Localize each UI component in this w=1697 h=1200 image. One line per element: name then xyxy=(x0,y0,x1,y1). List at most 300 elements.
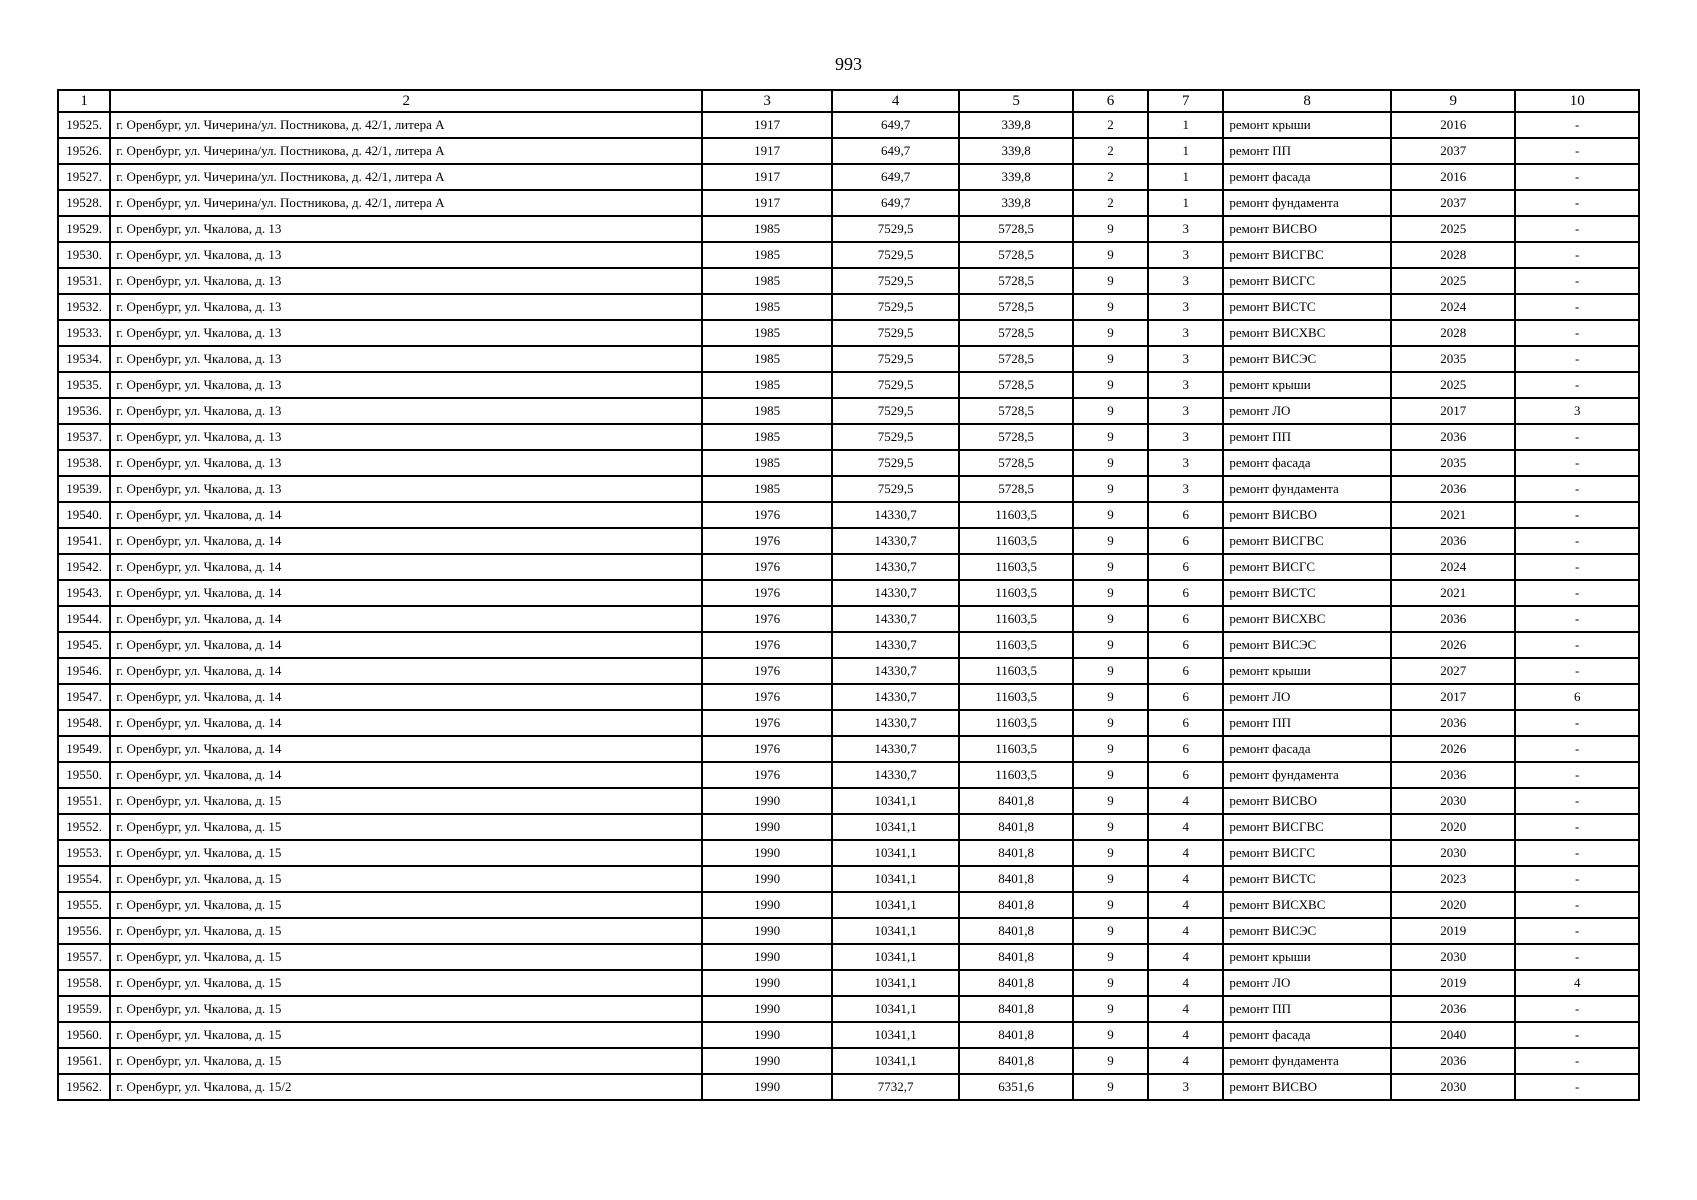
living-area-cell: 11603,5 xyxy=(959,580,1072,606)
total-area-cell: 14330,7 xyxy=(832,554,959,580)
year-cell: 1976 xyxy=(702,528,831,554)
total-area-cell: 10341,1 xyxy=(832,866,959,892)
value-cell: - xyxy=(1515,814,1639,840)
floors-cell: 9 xyxy=(1073,580,1148,606)
address-cell: г. Оренбург, ул. Чкалова, д. 14 xyxy=(110,632,702,658)
total-area-cell: 14330,7 xyxy=(832,580,959,606)
row-number-cell: 19542. xyxy=(58,554,110,580)
page-number: 993 xyxy=(835,54,862,74)
year-cell: 1985 xyxy=(702,346,831,372)
address-cell: г. Оренбург, ул. Чкалова, д. 13 xyxy=(110,346,702,372)
value-cell: - xyxy=(1515,658,1639,684)
entrances-cell: 3 xyxy=(1148,294,1223,320)
address-cell: г. Оренбург, ул. Чкалова, д. 14 xyxy=(110,528,702,554)
total-area-cell: 10341,1 xyxy=(832,944,959,970)
entrances-cell: 3 xyxy=(1148,242,1223,268)
entrances-cell: 3 xyxy=(1148,424,1223,450)
work-type-cell: ремонт ВИСГС xyxy=(1223,268,1391,294)
plan-year-cell: 2024 xyxy=(1391,294,1515,320)
entrances-cell: 1 xyxy=(1148,138,1223,164)
row-number-cell: 19549. xyxy=(58,736,110,762)
total-area-cell: 7529,5 xyxy=(832,372,959,398)
entrances-cell: 4 xyxy=(1148,840,1223,866)
living-area-cell: 11603,5 xyxy=(959,502,1072,528)
value-cell: - xyxy=(1515,580,1639,606)
total-area-cell: 7529,5 xyxy=(832,216,959,242)
total-area-cell: 14330,7 xyxy=(832,762,959,788)
work-type-cell: ремонт ЛО xyxy=(1223,398,1391,424)
work-type-cell: ремонт фундамента xyxy=(1223,1048,1391,1074)
entrances-cell: 3 xyxy=(1148,398,1223,424)
work-type-cell: ремонт ПП xyxy=(1223,710,1391,736)
value-cell: - xyxy=(1515,216,1639,242)
living-area-cell: 8401,8 xyxy=(959,788,1072,814)
row-number-cell: 19561. xyxy=(58,1048,110,1074)
work-type-cell: ремонт ВИСГВС xyxy=(1223,528,1391,554)
living-area-cell: 339,8 xyxy=(959,190,1072,216)
row-number-cell: 19539. xyxy=(58,476,110,502)
total-area-cell: 14330,7 xyxy=(832,606,959,632)
entrances-cell: 3 xyxy=(1148,372,1223,398)
total-area-cell: 10341,1 xyxy=(832,788,959,814)
year-cell: 1985 xyxy=(702,320,831,346)
work-type-cell: ремонт ПП xyxy=(1223,424,1391,450)
value-cell: - xyxy=(1515,788,1639,814)
table-row xyxy=(58,918,1639,944)
total-area-cell: 7529,5 xyxy=(832,294,959,320)
floors-cell: 9 xyxy=(1073,1022,1148,1048)
year-cell: 1976 xyxy=(702,762,831,788)
floors-cell: 9 xyxy=(1073,840,1148,866)
floors-cell: 2 xyxy=(1073,112,1148,138)
year-cell: 1985 xyxy=(702,216,831,242)
year-cell: 1976 xyxy=(702,606,831,632)
table-row xyxy=(58,1022,1639,1048)
year-cell: 1990 xyxy=(702,996,831,1022)
value-cell: - xyxy=(1515,736,1639,762)
work-type-cell: ремонт ВИСЭС xyxy=(1223,632,1391,658)
work-type-cell: ремонт ЛО xyxy=(1223,970,1391,996)
table-row xyxy=(58,970,1639,996)
year-cell: 1990 xyxy=(702,944,831,970)
address-cell: г. Оренбург, ул. Чкалова, д. 15 xyxy=(110,1048,702,1074)
floors-cell: 9 xyxy=(1073,450,1148,476)
floors-cell: 9 xyxy=(1073,528,1148,554)
address-cell: г. Оренбург, ул. Чкалова, д. 14 xyxy=(110,502,702,528)
living-area-cell: 6351,6 xyxy=(959,1074,1072,1100)
floors-cell: 9 xyxy=(1073,658,1148,684)
entrances-cell: 1 xyxy=(1148,112,1223,138)
living-area-cell: 11603,5 xyxy=(959,632,1072,658)
work-type-cell: ремонт фундамента xyxy=(1223,190,1391,216)
floors-cell: 2 xyxy=(1073,138,1148,164)
year-cell: 1976 xyxy=(702,736,831,762)
year-cell: 1985 xyxy=(702,424,831,450)
entrances-cell: 6 xyxy=(1148,606,1223,632)
value-cell: - xyxy=(1515,996,1639,1022)
total-area-cell: 10341,1 xyxy=(832,814,959,840)
value-cell: - xyxy=(1515,164,1639,190)
entrances-cell: 4 xyxy=(1148,970,1223,996)
work-type-cell: ремонт ВИСЭС xyxy=(1223,918,1391,944)
total-area-cell: 7732,7 xyxy=(832,1074,959,1100)
value-cell: - xyxy=(1515,944,1639,970)
address-cell: г. Оренбург, ул. Чкалова, д. 15/2 xyxy=(110,1074,702,1100)
plan-year-cell: 2028 xyxy=(1391,320,1515,346)
floors-cell: 9 xyxy=(1073,710,1148,736)
table-row xyxy=(58,944,1639,970)
row-number-cell: 19559. xyxy=(58,996,110,1022)
work-type-cell: ремонт крыши xyxy=(1223,658,1391,684)
total-area-cell: 14330,7 xyxy=(832,684,959,710)
row-number-cell: 19540. xyxy=(58,502,110,528)
row-number-cell: 19557. xyxy=(58,944,110,970)
plan-year-cell: 2019 xyxy=(1391,970,1515,996)
table-row xyxy=(58,268,1639,294)
value-cell: - xyxy=(1515,242,1639,268)
living-area-cell: 11603,5 xyxy=(959,658,1072,684)
value-cell: - xyxy=(1515,1074,1639,1100)
plan-year-cell: 2026 xyxy=(1391,632,1515,658)
table-row xyxy=(58,476,1639,502)
column-header: 2 xyxy=(110,90,702,112)
plan-year-cell: 2037 xyxy=(1391,190,1515,216)
column-header: 3 xyxy=(702,90,831,112)
year-cell: 1990 xyxy=(702,788,831,814)
row-number-cell: 19534. xyxy=(58,346,110,372)
column-header: 4 xyxy=(832,90,959,112)
address-cell: г. Оренбург, ул. Чичерина/ул. Постникова, д. 42/1, литера А xyxy=(110,164,702,190)
address-cell: г. Оренбург, ул. Чкалова, д. 13 xyxy=(110,398,702,424)
table-row xyxy=(58,1048,1639,1074)
floors-cell: 9 xyxy=(1073,866,1148,892)
value-cell: - xyxy=(1515,112,1639,138)
row-number-cell: 19536. xyxy=(58,398,110,424)
floors-cell: 9 xyxy=(1073,1048,1148,1074)
total-area-cell: 10341,1 xyxy=(832,840,959,866)
address-cell: г. Оренбург, ул. Чкалова, д. 14 xyxy=(110,710,702,736)
floors-cell: 9 xyxy=(1073,606,1148,632)
column-header: 7 xyxy=(1148,90,1223,112)
entrances-cell: 6 xyxy=(1148,684,1223,710)
floors-cell: 9 xyxy=(1073,970,1148,996)
row-number-cell: 19543. xyxy=(58,580,110,606)
floors-cell: 9 xyxy=(1073,944,1148,970)
row-number-cell: 19544. xyxy=(58,606,110,632)
entrances-cell: 6 xyxy=(1148,554,1223,580)
column-header: 6 xyxy=(1073,90,1148,112)
total-area-cell: 14330,7 xyxy=(832,736,959,762)
table-row xyxy=(58,502,1639,528)
work-type-cell: ремонт ВИСТС xyxy=(1223,580,1391,606)
living-area-cell: 11603,5 xyxy=(959,606,1072,632)
row-number-cell: 19538. xyxy=(58,450,110,476)
living-area-cell: 5728,5 xyxy=(959,450,1072,476)
table-row xyxy=(58,450,1639,476)
row-number-cell: 19527. xyxy=(58,164,110,190)
total-area-cell: 14330,7 xyxy=(832,658,959,684)
plan-year-cell: 2026 xyxy=(1391,736,1515,762)
floors-cell: 9 xyxy=(1073,1074,1148,1100)
address-cell: г. Оренбург, ул. Чкалова, д. 14 xyxy=(110,658,702,684)
plan-year-cell: 2036 xyxy=(1391,1048,1515,1074)
value-cell: - xyxy=(1515,138,1639,164)
address-cell: г. Оренбург, ул. Чкалова, д. 15 xyxy=(110,892,702,918)
entrances-cell: 3 xyxy=(1148,320,1223,346)
table-row xyxy=(58,840,1639,866)
table-row xyxy=(58,528,1639,554)
plan-year-cell: 2035 xyxy=(1391,450,1515,476)
plan-year-cell: 2017 xyxy=(1391,398,1515,424)
plan-year-cell: 2027 xyxy=(1391,658,1515,684)
entrances-cell: 6 xyxy=(1148,580,1223,606)
living-area-cell: 5728,5 xyxy=(959,294,1072,320)
entrances-cell: 4 xyxy=(1148,944,1223,970)
living-area-cell: 5728,5 xyxy=(959,242,1072,268)
work-type-cell: ремонт ВИСГС xyxy=(1223,840,1391,866)
row-number-cell: 19531. xyxy=(58,268,110,294)
value-cell: - xyxy=(1515,606,1639,632)
table-row xyxy=(58,216,1639,242)
value-cell: - xyxy=(1515,294,1639,320)
value-cell: - xyxy=(1515,840,1639,866)
year-cell: 1976 xyxy=(702,658,831,684)
address-cell: г. Оренбург, ул. Чичерина/ул. Постникова, д. 42/1, литера А xyxy=(110,112,702,138)
address-cell: г. Оренбург, ул. Чкалова, д. 15 xyxy=(110,918,702,944)
total-area-cell: 649,7 xyxy=(832,138,959,164)
value-cell: - xyxy=(1515,1022,1639,1048)
floors-cell: 2 xyxy=(1073,190,1148,216)
year-cell: 1976 xyxy=(702,632,831,658)
year-cell: 1990 xyxy=(702,1074,831,1100)
work-type-cell: ремонт ВИСГС xyxy=(1223,554,1391,580)
floors-cell: 9 xyxy=(1073,242,1148,268)
address-cell: г. Оренбург, ул. Чкалова, д. 14 xyxy=(110,606,702,632)
plan-year-cell: 2023 xyxy=(1391,866,1515,892)
table-row xyxy=(58,372,1639,398)
row-number-cell: 19558. xyxy=(58,970,110,996)
table-row xyxy=(58,736,1639,762)
living-area-cell: 8401,8 xyxy=(959,814,1072,840)
address-cell: г. Оренбург, ул. Чкалова, д. 13 xyxy=(110,268,702,294)
plan-year-cell: 2021 xyxy=(1391,580,1515,606)
total-area-cell: 14330,7 xyxy=(832,632,959,658)
entrances-cell: 3 xyxy=(1148,1074,1223,1100)
table-row xyxy=(58,190,1639,216)
total-area-cell: 10341,1 xyxy=(832,892,959,918)
entrances-cell: 4 xyxy=(1148,996,1223,1022)
living-area-cell: 8401,8 xyxy=(959,866,1072,892)
work-type-cell: ремонт ВИСГВС xyxy=(1223,242,1391,268)
year-cell: 1976 xyxy=(702,554,831,580)
table-body xyxy=(58,112,1639,1100)
floors-cell: 9 xyxy=(1073,320,1148,346)
address-cell: г. Оренбург, ул. Чичерина/ул. Постникова, д. 42/1, литера А xyxy=(110,190,702,216)
floors-cell: 9 xyxy=(1073,554,1148,580)
work-type-cell: ремонт ПП xyxy=(1223,996,1391,1022)
value-cell: 3 xyxy=(1515,398,1639,424)
total-area-cell: 10341,1 xyxy=(832,996,959,1022)
floors-cell: 9 xyxy=(1073,892,1148,918)
year-cell: 1990 xyxy=(702,970,831,996)
row-number-cell: 19526. xyxy=(58,138,110,164)
total-area-cell: 10341,1 xyxy=(832,1048,959,1074)
total-area-cell: 649,7 xyxy=(832,112,959,138)
row-number-cell: 19556. xyxy=(58,918,110,944)
address-cell: г. Оренбург, ул. Чкалова, д. 14 xyxy=(110,684,702,710)
row-number-cell: 19547. xyxy=(58,684,110,710)
total-area-cell: 7529,5 xyxy=(832,346,959,372)
floors-cell: 9 xyxy=(1073,762,1148,788)
work-type-cell: ремонт ВИСВО xyxy=(1223,216,1391,242)
living-area-cell: 339,8 xyxy=(959,112,1072,138)
address-cell: г. Оренбург, ул. Чкалова, д. 15 xyxy=(110,1022,702,1048)
table-row xyxy=(58,1074,1639,1100)
table-row xyxy=(58,164,1639,190)
table-row xyxy=(58,684,1639,710)
year-cell: 1990 xyxy=(702,892,831,918)
floors-cell: 9 xyxy=(1073,502,1148,528)
work-type-cell: ремонт ВИСТС xyxy=(1223,866,1391,892)
value-cell: - xyxy=(1515,528,1639,554)
row-number-cell: 19551. xyxy=(58,788,110,814)
floors-cell: 9 xyxy=(1073,814,1148,840)
work-type-cell: ремонт ВИСЭС xyxy=(1223,346,1391,372)
address-cell: г. Оренбург, ул. Чкалова, д. 15 xyxy=(110,944,702,970)
total-area-cell: 10341,1 xyxy=(832,970,959,996)
address-cell: г. Оренбург, ул. Чичерина/ул. Постникова, д. 42/1, литера А xyxy=(110,138,702,164)
plan-year-cell: 2021 xyxy=(1391,502,1515,528)
living-area-cell: 5728,5 xyxy=(959,424,1072,450)
work-type-cell: ремонт ВИСВО xyxy=(1223,1074,1391,1100)
address-cell: г. Оренбург, ул. Чкалова, д. 14 xyxy=(110,762,702,788)
living-area-cell: 11603,5 xyxy=(959,554,1072,580)
entrances-cell: 4 xyxy=(1148,918,1223,944)
value-cell: - xyxy=(1515,346,1639,372)
address-cell: г. Оренбург, ул. Чкалова, д. 15 xyxy=(110,788,702,814)
plan-year-cell: 2016 xyxy=(1391,164,1515,190)
address-cell: г. Оренбург, ул. Чкалова, д. 15 xyxy=(110,970,702,996)
year-cell: 1976 xyxy=(702,502,831,528)
year-cell: 1985 xyxy=(702,398,831,424)
table-row xyxy=(58,892,1639,918)
living-area-cell: 5728,5 xyxy=(959,320,1072,346)
floors-cell: 9 xyxy=(1073,398,1148,424)
year-cell: 1990 xyxy=(702,840,831,866)
address-cell: г. Оренбург, ул. Чкалова, д. 13 xyxy=(110,424,702,450)
plan-year-cell: 2019 xyxy=(1391,918,1515,944)
entrances-cell: 6 xyxy=(1148,502,1223,528)
value-cell: - xyxy=(1515,320,1639,346)
work-type-cell: ремонт крыши xyxy=(1223,944,1391,970)
living-area-cell: 5728,5 xyxy=(959,216,1072,242)
work-type-cell: ремонт ПП xyxy=(1223,138,1391,164)
value-cell: - xyxy=(1515,710,1639,736)
row-number-cell: 19535. xyxy=(58,372,110,398)
value-cell: - xyxy=(1515,554,1639,580)
floors-cell: 9 xyxy=(1073,476,1148,502)
row-number-cell: 19525. xyxy=(58,112,110,138)
year-cell: 1985 xyxy=(702,450,831,476)
table-row xyxy=(58,294,1639,320)
work-type-cell: ремонт фасада xyxy=(1223,164,1391,190)
plan-year-cell: 2036 xyxy=(1391,762,1515,788)
floors-cell: 9 xyxy=(1073,294,1148,320)
value-cell: - xyxy=(1515,372,1639,398)
floors-cell: 9 xyxy=(1073,996,1148,1022)
living-area-cell: 8401,8 xyxy=(959,1022,1072,1048)
row-number-cell: 19529. xyxy=(58,216,110,242)
work-type-cell: ремонт ВИСХВС xyxy=(1223,892,1391,918)
work-type-cell: ремонт ВИСВО xyxy=(1223,788,1391,814)
value-cell: - xyxy=(1515,476,1639,502)
table-row xyxy=(58,814,1639,840)
table-row xyxy=(58,138,1639,164)
row-number-cell: 19532. xyxy=(58,294,110,320)
plan-year-cell: 2028 xyxy=(1391,242,1515,268)
floors-cell: 9 xyxy=(1073,372,1148,398)
living-area-cell: 8401,8 xyxy=(959,944,1072,970)
row-number-cell: 19550. xyxy=(58,762,110,788)
plan-year-cell: 2035 xyxy=(1391,346,1515,372)
address-cell: г. Оренбург, ул. Чкалова, д. 15 xyxy=(110,814,702,840)
entrances-cell: 4 xyxy=(1148,1048,1223,1074)
floors-cell: 9 xyxy=(1073,736,1148,762)
address-cell: г. Оренбург, ул. Чкалова, д. 15 xyxy=(110,840,702,866)
work-type-cell: ремонт ВИСГВС xyxy=(1223,814,1391,840)
row-number-cell: 19548. xyxy=(58,710,110,736)
year-cell: 1985 xyxy=(702,242,831,268)
floors-cell: 9 xyxy=(1073,268,1148,294)
living-area-cell: 11603,5 xyxy=(959,762,1072,788)
header-row xyxy=(58,90,1639,112)
year-cell: 1990 xyxy=(702,866,831,892)
address-cell: г. Оренбург, ул. Чкалова, д. 13 xyxy=(110,216,702,242)
work-type-cell: ремонт крыши xyxy=(1223,112,1391,138)
total-area-cell: 14330,7 xyxy=(832,710,959,736)
entrances-cell: 3 xyxy=(1148,216,1223,242)
column-header: 9 xyxy=(1391,90,1515,112)
entrances-cell: 1 xyxy=(1148,190,1223,216)
total-area-cell: 14330,7 xyxy=(832,528,959,554)
entrances-cell: 4 xyxy=(1148,788,1223,814)
table-row xyxy=(58,580,1639,606)
address-cell: г. Оренбург, ул. Чкалова, д. 13 xyxy=(110,476,702,502)
address-cell: г. Оренбург, ул. Чкалова, д. 14 xyxy=(110,580,702,606)
entrances-cell: 1 xyxy=(1148,164,1223,190)
table-row xyxy=(58,242,1639,268)
floors-cell: 9 xyxy=(1073,684,1148,710)
year-cell: 1976 xyxy=(702,684,831,710)
year-cell: 1917 xyxy=(702,190,831,216)
plan-year-cell: 2017 xyxy=(1391,684,1515,710)
address-cell: г. Оренбург, ул. Чкалова, д. 13 xyxy=(110,320,702,346)
floors-cell: 9 xyxy=(1073,346,1148,372)
table-row xyxy=(58,710,1639,736)
row-number-cell: 19528. xyxy=(58,190,110,216)
work-type-cell: ремонт фундамента xyxy=(1223,762,1391,788)
living-area-cell: 8401,8 xyxy=(959,1048,1072,1074)
plan-year-cell: 2030 xyxy=(1391,788,1515,814)
living-area-cell: 5728,5 xyxy=(959,398,1072,424)
row-number-cell: 19562. xyxy=(58,1074,110,1100)
table-row xyxy=(58,866,1639,892)
row-number-cell: 19546. xyxy=(58,658,110,684)
entrances-cell: 4 xyxy=(1148,866,1223,892)
table-row xyxy=(58,424,1639,450)
address-cell: г. Оренбург, ул. Чкалова, д. 15 xyxy=(110,996,702,1022)
living-area-cell: 5728,5 xyxy=(959,346,1072,372)
